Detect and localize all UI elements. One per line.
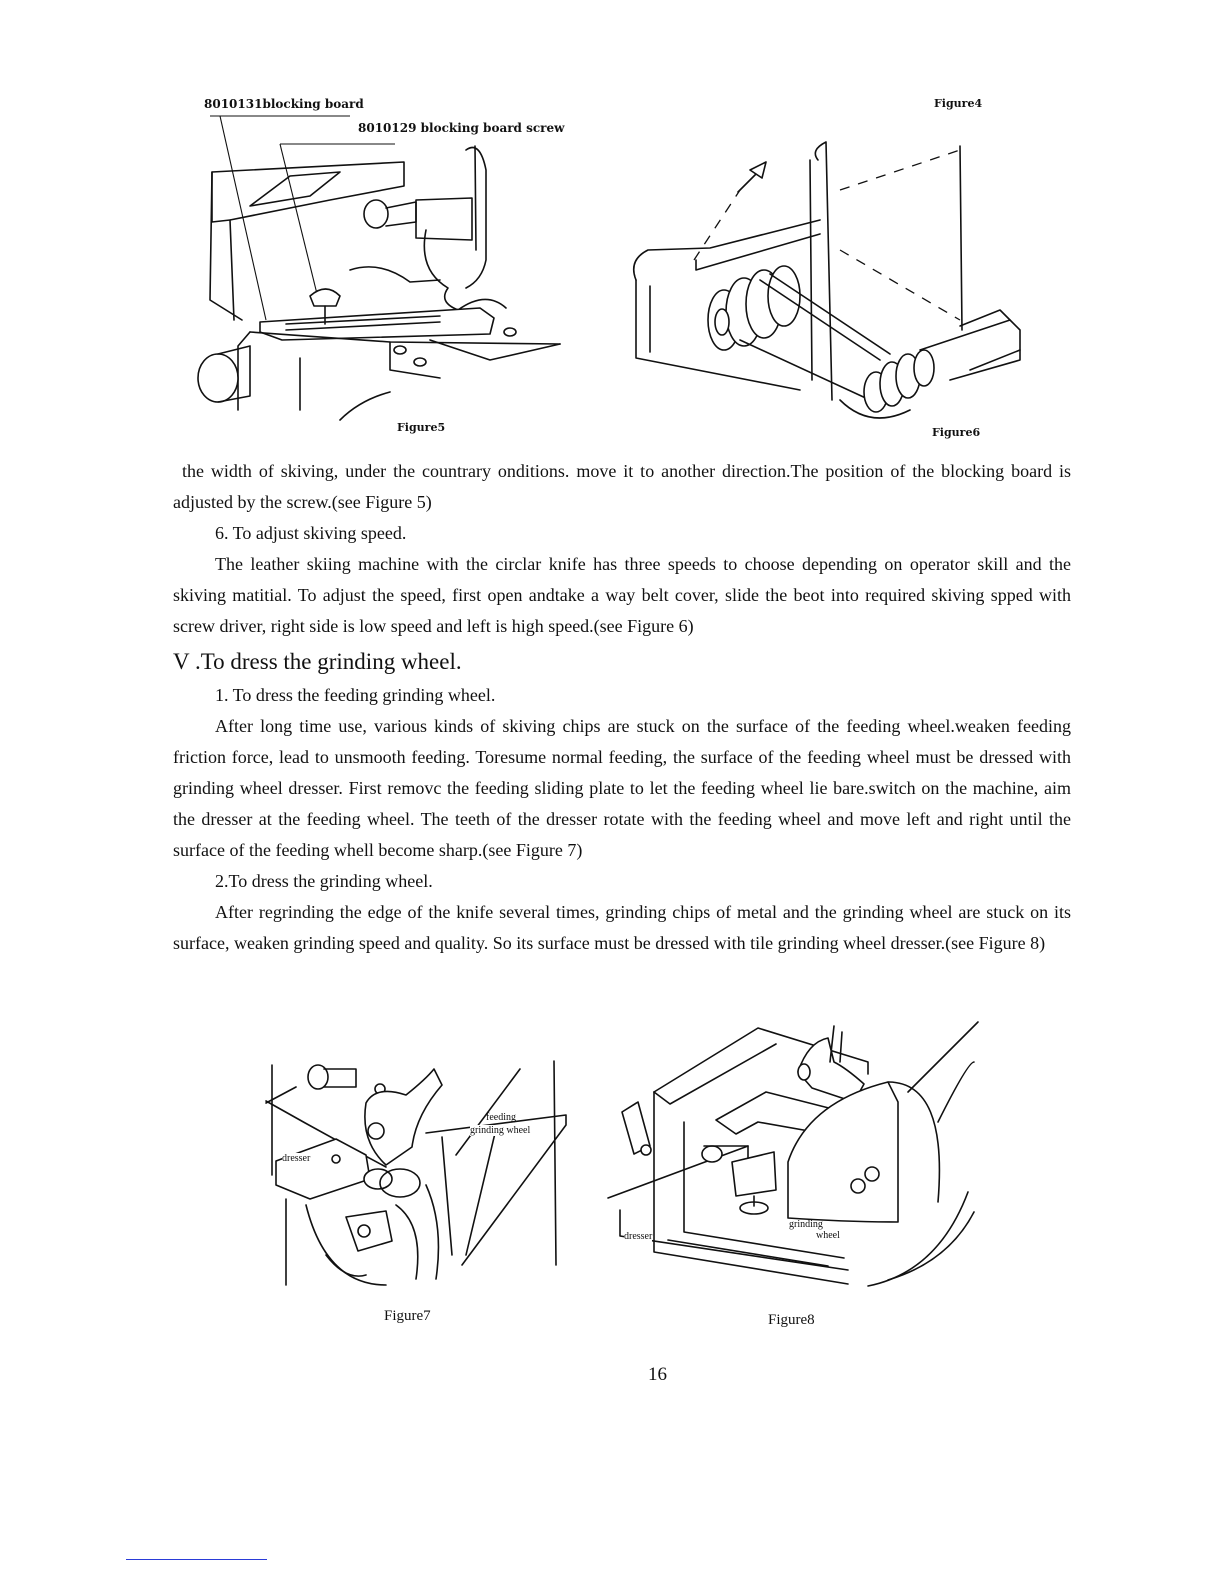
paragraph-blocking-board: the width of skiving, under the countrary onditions. move it to another direction.The position of the blocking board is adjusted by the screw.(see Figure 5) — [173, 461, 1071, 512]
figure7-illustration — [266, 1055, 576, 1285]
figure6-illustration — [620, 130, 1030, 430]
body-text — [173, 456, 1071, 959]
figure5-caption: Figure5 — [397, 421, 446, 434]
figure5-illustration — [190, 110, 570, 420]
fig8-label-grinding-line2: wheel — [816, 1230, 840, 1241]
section-heading-grinding-wheel: V .To dress the grinding wheel. — [173, 649, 462, 674]
figure8-illustration — [608, 1022, 978, 1292]
paragraph-grinding-wheel: After regrinding the edge of the knife several times, grinding chips of metal and the grinding wheel are stuck on its surface, weaken grinding speed and quality. So its surface must be dressed with tile grinding wheel dresser.(see Figure 8) — [173, 902, 1071, 953]
fig8-label-grinding-line1: grinding — [789, 1219, 823, 1230]
fig7-label-dresser: dresser — [282, 1153, 311, 1164]
item-dress-feeding-wheel: 1. To dress the feeding grinding wheel. — [215, 685, 496, 705]
item-dress-grinding-wheel: 2.To dress the grinding wheel. — [215, 871, 433, 891]
fig7-label-feeding-line1: feeding — [486, 1112, 516, 1123]
fig8-label-dresser: dresser — [624, 1231, 653, 1242]
footnote-rule — [126, 1559, 267, 1560]
paragraph-feeding-wheel: After long time use, various kinds of skiving chips are stuck on the surface of the feeding wheel.weaken feeding friction force, lead to unsmooth feeding. Toresume normal feeding, the surface of the feeding wheel must be dressed with grinding wheel dresser. First removc the feeding sliding plate to let the feeding wheel lie bare.switch on the machine, aim the dresser at the feeding wheel. The teeth of the dresser rotate with the feeding wheel and move left and right until the surface of the feeding whell become sharp.(see Figure 7) — [173, 716, 1071, 860]
fig7-label-feeding-line2: grinding wheel — [470, 1125, 531, 1136]
label-blocking-board: 8010131blocking board — [204, 97, 364, 111]
figure4-label: Figure4 — [934, 97, 983, 110]
label-blocking-board-screw: 8010129 blocking board screw — [358, 121, 565, 135]
figure7-caption: Figure7 — [384, 1308, 431, 1324]
paragraph-skiving-speed: The leather skiing machine with the circlar knife has three speeds to choose depending on operator skill and the skiving matitial. To adjust the speed, first open andtake a way belt cover, slide the beot into required skiving spped with screw driver, right side is low speed and left is high speed.(see Figure 6) — [173, 554, 1071, 636]
figure6-caption: Figure6 — [932, 426, 981, 439]
page-number: 16 — [648, 1364, 667, 1385]
item-adjust-skiving-speed: 6. To adjust skiving speed. — [215, 523, 407, 543]
figure8-caption: Figure8 — [768, 1312, 815, 1328]
